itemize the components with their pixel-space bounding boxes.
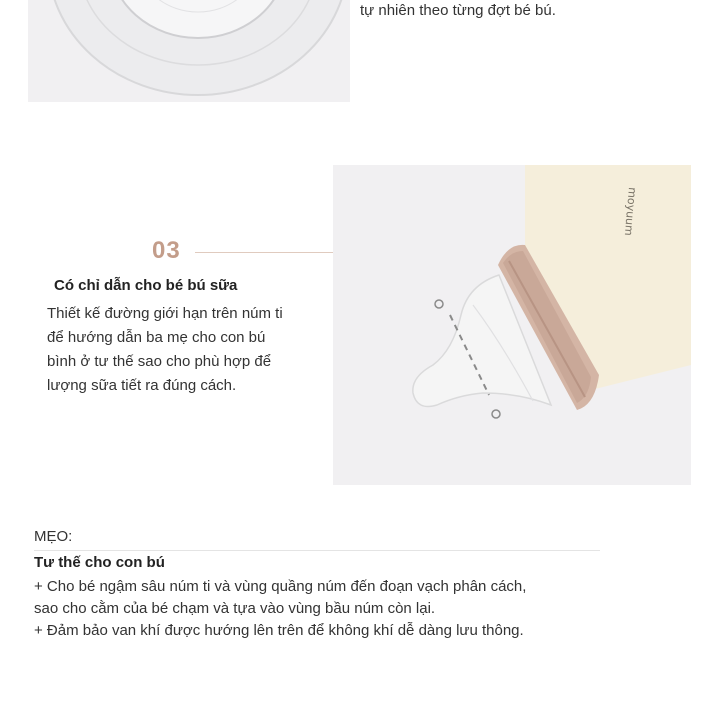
section-body [47,302,337,398]
section-divider [195,252,333,253]
tip-divider [34,550,600,551]
tip-line: sao cho cằm của bé chạm và tựa vào vùng bầu núm còn lại. [34,600,436,617]
tip-title: Tư thế cho con bú [34,554,165,571]
section-title: Có chỉ dẫn cho bé bú sữa [54,277,238,294]
section-number: 03 [152,237,181,264]
section-body-line: lượng sữa tiết ra đúng cách. [47,377,237,394]
tip-body [34,576,674,642]
top-caption: tự nhiên theo từng đợt bé bú. [360,2,556,19]
tip-line: + Cho bé ngậm sâu núm ti và vùng quầng núm đến đoạn vạch phân cách, [34,578,527,595]
bottle-illustration [333,165,691,485]
section-body-line: để hướng dẫn ba mẹ cho con bú [47,329,266,346]
section-body-line: Thiết kế đường giới hạn trên núm ti [47,305,283,322]
nipple-closeup-photo [28,0,350,102]
bottle-brand-text: moyuum [621,186,639,237]
bottle-photo [333,165,691,485]
section-body-line: bình ở tư thế sao cho phù hợp để [47,353,272,370]
nipple-closeup-illustration [28,0,350,102]
tip-label: MẸO: [34,528,73,545]
tip-line: + Đảm bảo van khí được hướng lên trên để không khí dễ dàng lưu thông. [34,622,524,639]
